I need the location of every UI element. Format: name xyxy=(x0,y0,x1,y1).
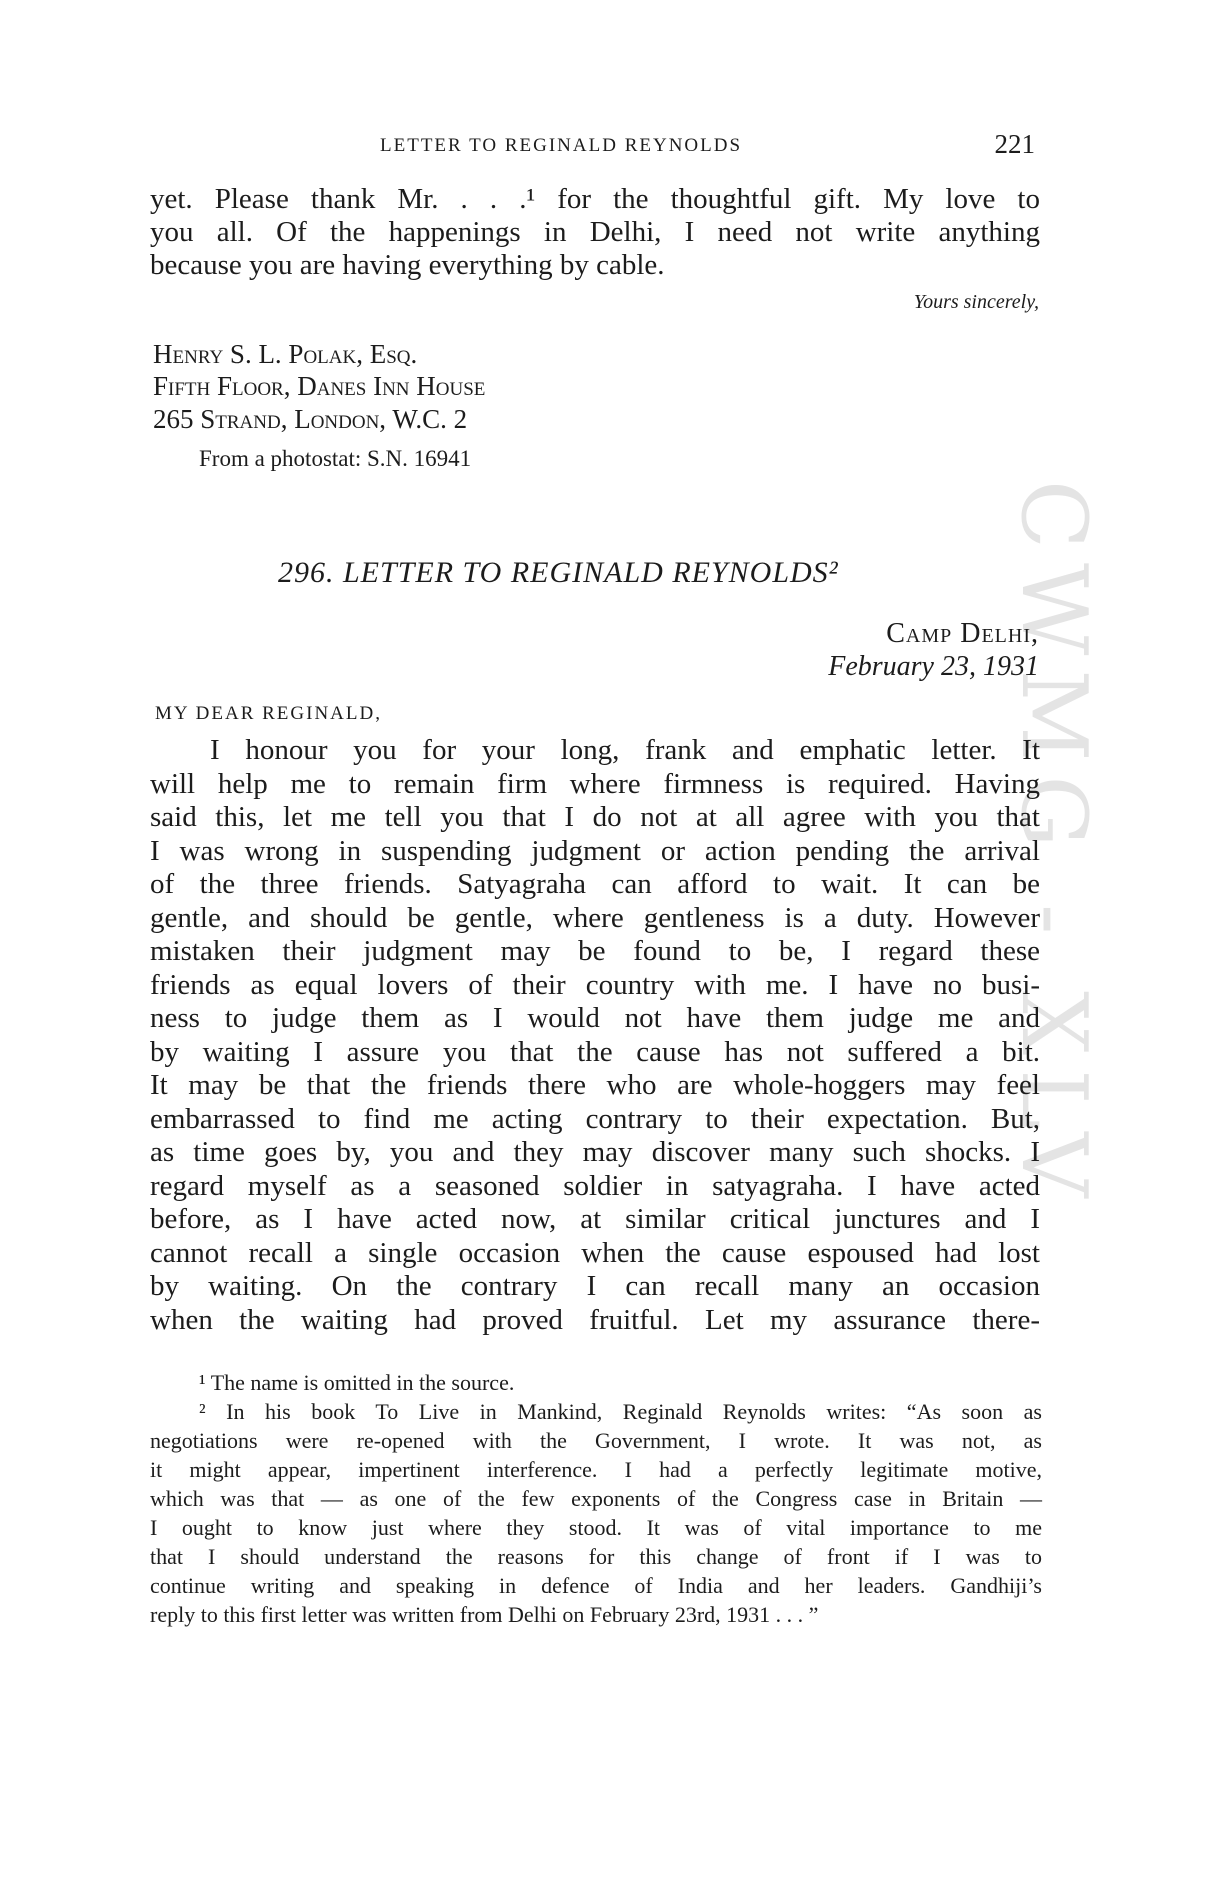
document-heading: 296. LETTER TO REGINALD REYNOLDS² xyxy=(278,556,839,589)
body-line: cannot recall a single occasion when the cause espoused had lost xyxy=(150,1237,1040,1269)
body-line: as time goes by, you and they may discover many such shocks. I xyxy=(150,1136,1040,1168)
footnote-line: negotiations were re-opened with the Government, I wrote. It was not, as xyxy=(150,1428,1042,1453)
footnote-line: I ought to know just where they stood. It was of vital importance to me xyxy=(150,1515,1042,1540)
closing: Yours sincerely, xyxy=(913,291,1039,313)
body-line: friends as equal lovers of their country with me. I have no busi- xyxy=(150,969,1040,1001)
page-number: 221 xyxy=(994,129,1035,159)
body-line: ness to judge them as I would not have them judge me and xyxy=(150,1002,1040,1034)
body-line: yet. Please thank Mr. . . .¹ for the thoughtful gift. My love to xyxy=(150,183,1040,215)
body-line: mistaken their judgment may be found to be, I regard these xyxy=(150,935,1040,967)
body-line: I was wrong in suspending judgment or action pending the arrival xyxy=(150,835,1040,867)
watermark: CWMG - XLV xyxy=(1001,480,1106,1212)
address-line: 265 Strand, London, W.C. 2 xyxy=(153,404,468,434)
body-line: will help me to remain firm where firmness is required. Having xyxy=(150,768,1040,800)
body-line: because you are having everything by cable. xyxy=(150,249,665,281)
body-line: you all. Of the happenings in Delhi, I need not write anything xyxy=(150,216,1040,248)
letter-place: Camp Delhi, xyxy=(886,618,1039,649)
footnote-line: continue writing and speaking in defence of India and her leaders. Gandhiji’s xyxy=(150,1573,1042,1598)
letter-date: February 23, 1931 xyxy=(828,651,1039,682)
body-line: regard myself as a seasoned soldier in satyagraha. I have acted xyxy=(150,1170,1040,1202)
salutation: MY DEAR REGINALD, xyxy=(155,703,382,724)
footnote-line: that I should understand the reasons for this change of front if I was to xyxy=(150,1544,1042,1569)
body-line: gentle, and should be gentle, where gentleness is a duty. However xyxy=(150,902,1040,934)
source-note: From a photostat: S.N. 16941 xyxy=(199,446,472,471)
footnote-line: reply to this first letter was written from Delhi on February 23rd, 1931 . . . ” xyxy=(150,1602,819,1627)
address-line: Henry S. L. Polak, Esq. xyxy=(153,339,418,369)
body-line: said this, let me tell you that I do not at all agree with you that xyxy=(150,801,1040,833)
footnote-line: which was that — as one of the few exponents of the Congress case in Britain — xyxy=(150,1486,1042,1511)
body-line: I honour you for your long, frank and emphatic letter. It xyxy=(210,734,1040,766)
footnote-line: ¹ The name is omitted in the source. xyxy=(199,1370,515,1395)
body-line: embarrassed to find me acting contrary to their expectation. But, xyxy=(150,1103,1040,1135)
body-line: when the waiting had proved fruitful. Let my assurance there- xyxy=(150,1304,1040,1336)
body-line: before, as I have acted now, at similar critical junctures and I xyxy=(150,1203,1040,1235)
body-line: It may be that the friends there who are whole-hoggers may feel xyxy=(150,1069,1040,1101)
body-line: by waiting I assure you that the cause has not suffered a bit. xyxy=(150,1036,1040,1068)
body-line: by waiting. On the contrary I can recall many an occasion xyxy=(150,1270,1040,1302)
running-title: LETTER TO REGINALD REYNOLDS xyxy=(380,135,743,156)
address-line: Fifth Floor, Danes Inn House xyxy=(153,371,486,401)
footnote-line: ² In his book To Live in Mankind, Reginald Reynolds writes: “As soon as xyxy=(199,1399,1042,1424)
page-header xyxy=(150,129,1035,165)
footnote-line: it might appear, impertinent interference. I had a perfectly legitimate motive, xyxy=(150,1457,1042,1482)
body-line: of the three friends. Satyagraha can afford to wait. It can be xyxy=(150,868,1040,900)
